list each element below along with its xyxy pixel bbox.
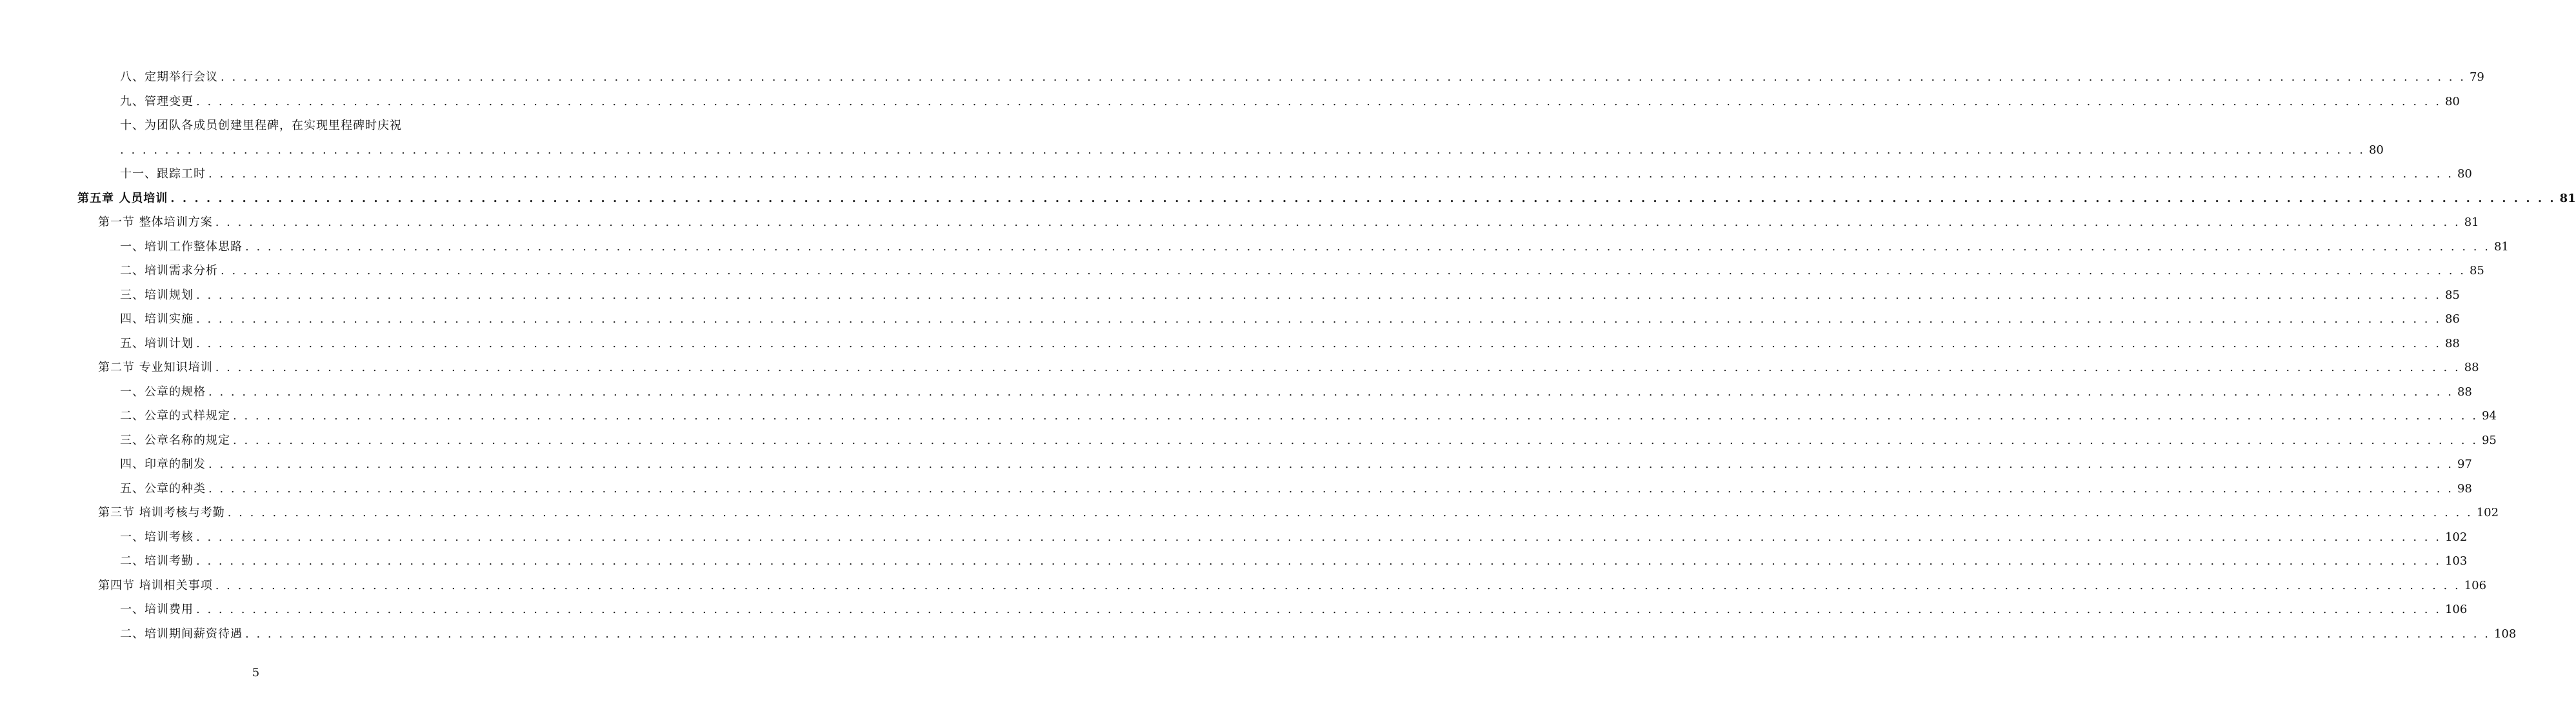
toc-leader-dots: . . . . . . . . . . . . . . . . . . . . . . . . . . . . . . . . . . . . . . . . . . . . . . . . . . . . . . . . . . . . . . . . . . . . . . . . . . . . . . . . . . . . . . . . . . . . . . . . . . . . . . . . . . . . . . . . . . . . . . . . . . . . . . . . . . . . . . . . . . . . . . . . . . . . . . . . . . . . . . . . . . . . . . . . . . . . . . . . . . . . . . . . . . . . . . . . . . . . . . . .	[221, 70, 2466, 84]
toc-entry-page: 80	[2444, 94, 2460, 108]
toc-leader-dots: . . . . . . . . . . . . . . . . . . . . . . . . . . . . . . . . . . . . . . . . . . . . . . . . . . . . . . . . . . . . . . . . . . . . . . . . . . . . . . . . . . . . . . . . . . . . . . . . . . . . . . . . . . . . . . . . . . . . . . . . . . . . . . . . . . . . . . . . . . . . . . . . . . . . . . . . . . . . . . . . . . . . . . . . . . . . . . . . . . . . . . . . . . . . . . . . . . . . . . . .	[215, 216, 2461, 229]
toc-item-entry[interactable]	[120, 481, 2472, 497]
toc-leader-dots: . . . . . . . . . . . . . . . . . . . . . . . . . . . . . . . . . . . . . . . . . . . . . . . . . . . . . . . . . . . . . . . . . . . . . . . . . . . . . . . . . . . . . . . . . . . . . . . . . . . . . . . . . . . . . . . . . . . . . . . . . . . . . . . . . . . . . . . . . . . . . . . . . . . . . . . . . . . . . . . . . . . . . . . . . . . . . . . . . . . . . . . . . . . . . . . . . . . . . . . .	[208, 167, 2453, 181]
toc-leader-dots: . . . . . . . . . . . . . . . . . . . . . . . . . . . . . . . . . . . . . . . . . . . . . . . . . . . . . . . . . . . . . . . . . . . . . . . . . . . . . . . . . . . . . . . . . . . . . . . . . . . . . . . . . . . . . . . . . . . . . . . . . . . . . . . . . . . . . . . . . . . . . . . . . . . . . . . . . . . . . . . . . . . . . . . . . . . . . . . . . . . . . . . . . . . . . . . . . . . . . . . .	[227, 506, 2473, 519]
toc-entry-title: 一、培训考核	[120, 530, 194, 544]
toc-entry-title: 五、培训计划	[120, 336, 194, 350]
toc-entry-page: 81	[2559, 191, 2576, 205]
toc-leader-dots: . . . . . . . . . . . . . . . . . . . . . . . . . . . . . . . . . . . . . . . . . . . . . . . . . . . . . . . . . . . . . . . . . . . . . . . . . . . . . . . . . . . . . . . . . . . . . . . . . . . . . . . . . . . . . . . . . . . . . . . . . . . . . . . . . . . . . . . . . . . . . . . . . . . . . . . . . . . . . . . . . . . . . . . . . . . . . . . . . . . . . . . . . . . . . . . . . . . . . . . .	[196, 530, 2441, 544]
toc-item-entry[interactable]	[120, 408, 2497, 424]
toc-entry-title: 一、培训工作整体思路	[120, 239, 243, 254]
toc-item-entry[interactable]	[120, 433, 2497, 448]
toc-leader-dots: . . . . . . . . . . . . . . . . . . . . . . . . . . . . . . . . . . . . . . . . . . . . . . . . . . . . . . . . . . . . . . . . . . . . . . . . . . . . . . . . . . . . . . . . . . . . . . . . . . . . . . . . . . . . . . . . . . . . . . . . . . . . . . . . . . . . . . . . . . . . . . . . . . . . . . . . . . . . . . . . . . . . . . . . . . . . . . . . . . . . . . . . . . . . . . . . . . . . . . . .	[196, 312, 2441, 326]
toc-item-entry[interactable]	[120, 530, 2468, 545]
toc-item-entry[interactable]	[120, 554, 2468, 569]
toc-entry-title: 五、公章的种类	[120, 481, 206, 496]
toc-entry-page: 106	[2444, 603, 2468, 616]
toc-entry-title: 第三节 培训考核与考勤	[98, 506, 225, 519]
toc-entry-page: 95	[2481, 433, 2497, 447]
toc-leader-dots: . . . . . . . . . . . . . . . . . . . . . . . . . . . . . . . . . . . . . . . . . . . . . . . . . . . . . . . . . . . . . . . . . . . . . . . . . . . . . . . . . . . . . . . . . . . . . . . . . . . . . . . . . . . . . . . . . . . . . . . . . . . . . . . . . . . . . . . . . . . . . . . . . . . . . . . . . . . . . . . . . . . . . . . . . . . . . . . . . . . . . . . . . . . . . . . . . . . . . . . .	[208, 385, 2453, 399]
toc-entry-page: 94	[2481, 409, 2497, 423]
toc-item-entry[interactable]	[120, 94, 2460, 110]
toc-item-entry[interactable]	[120, 70, 2484, 85]
toc-entry-page: 102	[2444, 530, 2468, 544]
toc-entry-page: 86	[2444, 312, 2460, 326]
toc-section-entry[interactable]	[98, 360, 2479, 376]
toc-entry-page: 81	[2493, 239, 2509, 254]
page-number: 5	[252, 666, 260, 679]
toc-entry-page: 88	[2444, 336, 2460, 350]
toc-item-entry[interactable]	[120, 627, 2517, 642]
toc-entry-title: 三、培训规划	[120, 288, 194, 302]
toc-section-entry[interactable]	[98, 505, 2499, 521]
toc-item-entry[interactable]	[120, 263, 2484, 279]
toc-leader-dots: . . . . . . . . . . . . . . . . . . . . . . . . . . . . . . . . . . . . . . . . . . . . . . . . . . . . . . . . . . . . . . . . . . . . . . . . . . . . . . . . . . . . . . . . . . . . . . . . . . . . . . . . . . . . . . . . . . . . . . . . . . . . . . . . . . . . . . . . . . . . . . . . . . . . . . . . . . . . . . . . . . . . . . . . . . . . . . . . . . . . . . . . . . . . . . . . . . . . . . . .	[233, 409, 2478, 423]
toc-entry-title: 第四节 培训相关事项	[98, 578, 213, 592]
toc-entry-title: 八、定期举行会议	[120, 70, 218, 84]
toc-item-entry[interactable]	[120, 312, 2460, 327]
toc-item-entry[interactable]	[120, 385, 2472, 400]
toc-entry-title: 一、培训费用	[120, 603, 194, 616]
toc-entry-page: 79	[2469, 70, 2484, 84]
toc-entry-title: 第二节 专业知识培训	[98, 361, 213, 374]
toc-entry-title: 二、培训需求分析	[120, 264, 218, 277]
toc-entry-title: 十一、跟踪工时	[120, 167, 206, 181]
toc-entry-page: 80	[2368, 143, 2384, 157]
toc-entry-title: 十、为团队各成员创建里程碑，在实现里程碑时庆祝	[120, 119, 402, 132]
toc-item-entry[interactable]	[120, 457, 2472, 472]
toc-entry-page: 85	[2469, 264, 2484, 277]
toc-entry-title: 二、培训考勤	[120, 554, 194, 568]
toc-chapter-entry[interactable]	[77, 191, 2576, 206]
toc-item-entry[interactable]	[120, 166, 2472, 182]
toc-leader-dots: . . . . . . . . . . . . . . . . . . . . . . . . . . . . . . . . . . . . . . . . . . . . . . . . . . . . . . . . . . . . . . . . . . . . . . . . . . . . . . . . . . . . . . . . . . . . . . . . . . . . . . . . . . . . . . . . . . . . . . . . . . . . . . . . . . . . . . . . . . . . . . . . . . . . . . . . . . . . . . . . . . . . . . . . . . . . . . . . . . . . . . . . . . . . . . . . . . . . . . . .	[215, 361, 2461, 374]
toc-leader-dots: . . . . . . . . . . . . . . . . . . . . . . . . . . . . . . . . . . . . . . . . . . . . . . . . . . . . . . . . . . . . . . . . . . . . . . . . . . . . . . . . . . . . . . . . . . . . . . . . . . . . . . . . . . . . . . . . . . . . . . . . . . . . . . . . . . . . . . . . . . . . . . . . . . . . . . . . . . . . . . . . . . . . . . . . . . . . . . . . . . . . . . . . . . . . . . . . . . . . . . . .	[245, 239, 2490, 254]
toc-entry-title: 第五章 人员培训	[77, 191, 168, 205]
toc-entry-title: 一、公章的规格	[120, 385, 206, 399]
toc-entry-title: 四、印章的制发	[120, 458, 206, 471]
toc-leader-dots: . . . . . . . . . . . . . . . . . . . . . . . . . . . . . . . . . . . . . . . . . . . . . . . . . . . . . . . . . . . . . . . . . . . . . . . . . . . . . . . . . . . . . . . . . . . . . . . . . . . . . . . . . . . . . . . . . . . . . . . . . . . . . . . . . . . . . . . . . . . . . . . . . . . . . . . . . . . . . . . . . . . . . . . . . . . . . . . . . . . . . . . . . . . . . . . . . . . . . . . .	[196, 336, 2441, 350]
toc-entry-page: 85	[2444, 288, 2460, 302]
toc-entry-page: 81	[2464, 216, 2479, 229]
toc-entry-continuation[interactable]	[120, 143, 2384, 158]
toc-leader-dots: . . . . . . . . . . . . . . . . . . . . . . . . . . . . . . . . . . . . . . . . . . . . . . . . . . . . . . . . . . . . . . . . . . . . . . . . . . . . . . . . . . . . . . . . . . . . . . . . . . . . . . . . . . . . . . . . . . . . . . . . . . . . . . . . . . . . . . . . . . . . . . . . . . . . . . . . . . . . . . . . . . . . . . . . . . . . . . . . . . . . . . . . . . . . . . . . . . . . . . . .	[170, 191, 2556, 205]
toc-entry-page: 106	[2464, 578, 2487, 592]
toc-entry-page: 102	[2476, 506, 2499, 519]
toc-entry-page: 103	[2444, 554, 2468, 568]
toc-entry-title: 二、培训期间薪资待遇	[120, 627, 243, 641]
toc-entry-title: 二、公章的式样规定	[120, 409, 230, 423]
toc-item-entry[interactable]	[120, 336, 2460, 352]
toc-section-entry[interactable]	[98, 578, 2487, 594]
toc-leader-dots: . . . . . . . . . . . . . . . . . . . . . . . . . . . . . . . . . . . . . . . . . . . . . . . . . . . . . . . . . . . . . . . . . . . . . . . . . . . . . . . . . . . . . . . . . . . . . . . . . . . . . . . . . . . . . . . . . . . . . . . . . . . . . . . . . . . . . . . . . . . . . . . . . . . . . . . . . . . . . . . . . . . . . . . . . . . . . . . . . . . . . . . . . . . . . . . . . . . . . . . .	[120, 143, 2365, 157]
toc-entry-page: 108	[2493, 627, 2517, 641]
toc-entry-page: 80	[2457, 167, 2472, 181]
toc-leader-dots: . . . . . . . . . . . . . . . . . . . . . . . . . . . . . . . . . . . . . . . . . . . . . . . . . . . . . . . . . . . . . . . . . . . . . . . . . . . . . . . . . . . . . . . . . . . . . . . . . . . . . . . . . . . . . . . . . . . . . . . . . . . . . . . . . . . . . . . . . . . . . . . . . . . . . . . . . . . . . . . . . . . . . . . . . . . . . . . . . . . . . . . . . . . . . . . . . . . . . . . .	[208, 458, 2453, 471]
toc-entry-title: 四、培训实施	[120, 312, 194, 326]
toc-leader-dots: . . . . . . . . . . . . . . . . . . . . . . . . . . . . . . . . . . . . . . . . . . . . . . . . . . . . . . . . . . . . . . . . . . . . . . . . . . . . . . . . . . . . . . . . . . . . . . . . . . . . . . . . . . . . . . . . . . . . . . . . . . . . . . . . . . . . . . . . . . . . . . . . . . . . . . . . . . . . . . . . . . . . . . . . . . . . . . . . . . . . . . . . . . . . . . . . . . . . . . . .	[196, 554, 2441, 568]
toc-entry-title: 九、管理变更	[120, 94, 194, 108]
toc-item-entry[interactable]	[120, 602, 2468, 618]
toc-item-entry[interactable]	[120, 288, 2460, 303]
toc-leader-dots: . . . . . . . . . . . . . . . . . . . . . . . . . . . . . . . . . . . . . . . . . . . . . . . . . . . . . . . . . . . . . . . . . . . . . . . . . . . . . . . . . . . . . . . . . . . . . . . . . . . . . . . . . . . . . . . . . . . . . . . . . . . . . . . . . . . . . . . . . . . . . . . . . . . . . . . . . . . . . . . . . . . . . . . . . . . . . . . . . . . . . . . . . . . . . . . . . . . . . . . .	[196, 94, 2441, 108]
toc-item-entry[interactable]	[120, 118, 434, 134]
toc-leader-dots: . . . . . . . . . . . . . . . . . . . . . . . . . . . . . . . . . . . . . . . . . . . . . . . . . . . . . . . . . . . . . . . . . . . . . . . . . . . . . . . . . . . . . . . . . . . . . . . . . . . . . . . . . . . . . . . . . . . . . . . . . . . . . . . . . . . . . . . . . . . . . . . . . . . . . . . . . . . . . . . . . . . . . . . . . . . . . . . . . . . . . . . . . . . . . . . . . . . . . . . .	[196, 288, 2441, 302]
toc-leader-dots: . . . . . . . . . . . . . . . . . . . . . . . . . . . . . . . . . . . . . . . . . . . . . . . . . . . . . . . . . . . . . . . . . . . . . . . . . . . . . . . . . . . . . . . . . . . . . . . . . . . . . . . . . . . . . . . . . . . . . . . . . . . . . . . . . . . . . . . . . . . . . . . . . . . . . . . . . . . . . . . . . . . . . . . . . . . . . . . . . . . . . . . . . . . . . . . . . . . . . . . .	[233, 433, 2478, 447]
toc-leader-dots: . . . . . . . . . . . . . . . . . . . . . . . . . . . . . . . . . . . . . . . . . . . . . . . . . . . . . . . . . . . . . . . . . . . . . . . . . . . . . . . . . . . . . . . . . . . . . . . . . . . . . . . . . . . . . . . . . . . . . . . . . . . . . . . . . . . . . . . . . . . . . . . . . . . . . . . . . . . . . . . . . . . . . . . . . . . . . . . . . . . . . . . . . . . . . . . . . . . . . . . .	[208, 481, 2453, 496]
toc-leader-dots: . . . . . . . . . . . . . . . . . . . . . . . . . . . . . . . . . . . . . . . . . . . . . . . . . . . . . . . . . . . . . . . . . . . . . . . . . . . . . . . . . . . . . . . . . . . . . . . . . . . . . . . . . . . . . . . . . . . . . . . . . . . . . . . . . . . . . . . . . . . . . . . . . . . . . . . . . . . . . . . . . . . . . . . . . . . . . . . . . . . . . . . . . . . . . . . . . . . . . . . .	[215, 578, 2461, 592]
toc-entry-title: 第一节 整体培训方案	[98, 216, 213, 229]
toc-leader-dots: . . . . . . . . . . . . . . . . . . . . . . . . . . . . . . . . . . . . . . . . . . . . . . . . . . . . . . . . . . . . . . . . . . . . . . . . . . . . . . . . . . . . . . . . . . . . . . . . . . . . . . . . . . . . . . . . . . . . . . . . . . . . . . . . . . . . . . . . . . . . . . . . . . . . . . . . . . . . . . . . . . . . . . . . . . . . . . . . . . . . . . . . . . . . . . . . . . . . . . . .	[196, 603, 2441, 616]
toc-leader-dots: . . . . . . . . . . . . . . . . . . . . . . . . . . . . . . . . . . . . . . . . . . . . . . . . . . . . . . . . . . . . . . . . . . . . . . . . . . . . . . . . . . . . . . . . . . . . . . . . . . . . . . . . . . . . . . . . . . . . . . . . . . . . . . . . . . . . . . . . . . . . . . . . . . . . . . . . . . . . . . . . . . . . . . . . . . . . . . . . . . . . . . . . . . . . . . . . . . . . . . . .	[245, 627, 2490, 641]
toc-entry-page: 88	[2464, 361, 2479, 374]
toc-leader-dots: . . . . . . . . . . . . . . . . . . . . . . . . . . . . . . . . . . . . . . . . . . . . . . . . . . . . . . . . . . . . . . . . . . . . . . . . . . . . . . . . . . . . . . . . . . . . . . . . . . . . . . . . . . . . . . . . . . . . . . . . . . . . . . . . . . . . . . . . . . . . . . . . . . . . . . . . . . . . . . . . . . . . . . . . . . . . . . . . . . . . . . . . . . . . . . . . . . . . . . . .	[221, 264, 2466, 277]
toc-entry-page: 88	[2457, 385, 2472, 399]
toc-section-entry[interactable]	[98, 215, 2479, 230]
toc-entry-page: 98	[2457, 481, 2472, 496]
toc-entry-page: 97	[2457, 458, 2472, 471]
toc-entry-title: 三、公章名称的规定	[120, 433, 230, 447]
toc-item-entry[interactable]	[120, 239, 2509, 255]
